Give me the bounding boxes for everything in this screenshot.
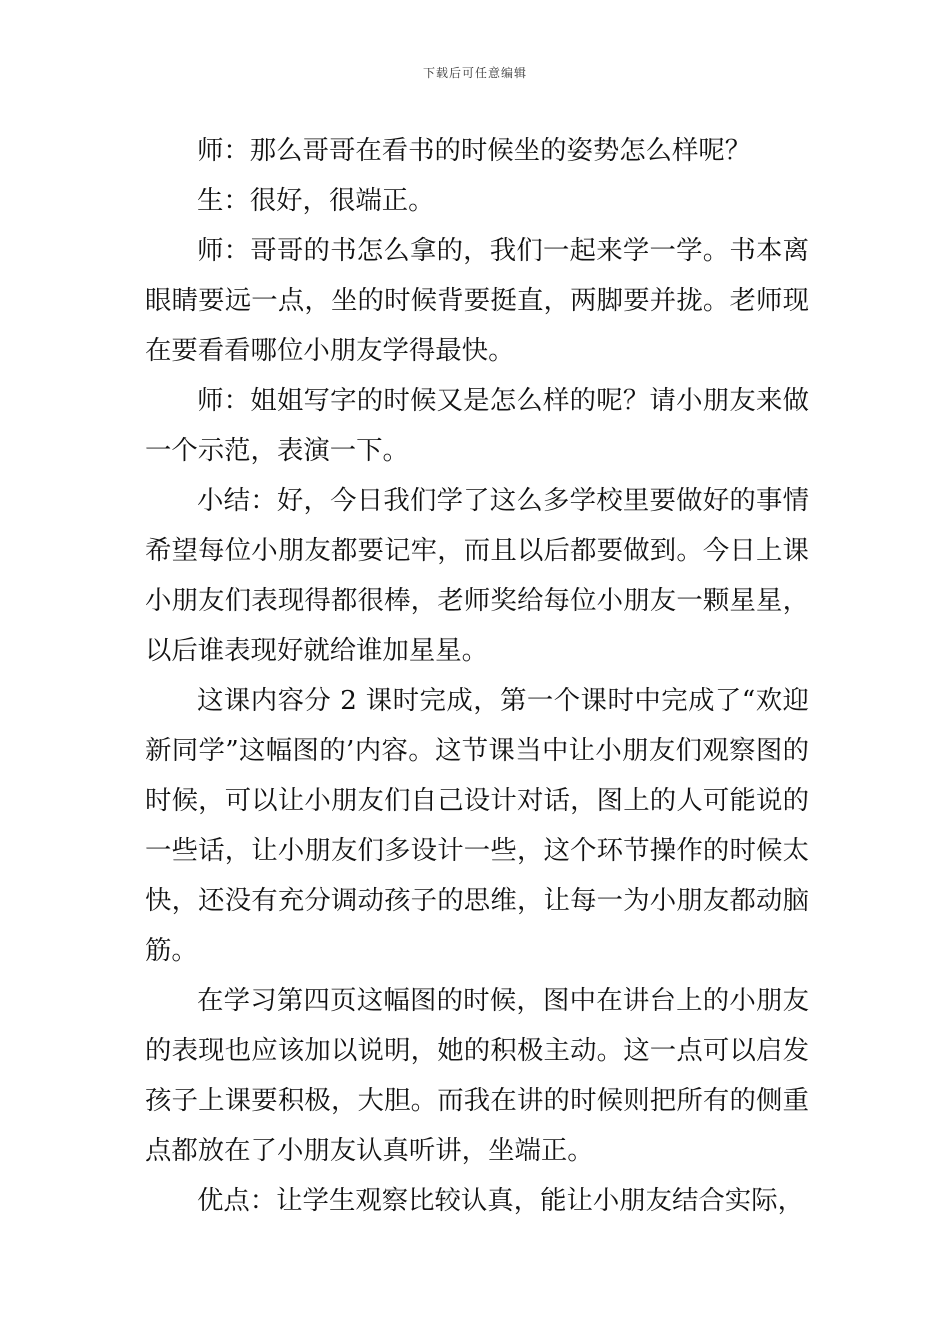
paragraph-1: 师：那么哥哥在看书的时候坐的姿势怎么样呢？ [197, 135, 752, 166]
paragraph-7: 在学习第四页这幅图的时候，图中在讲台上的小朋友的表现也应该加以说明，她的积极主动。这一点可以启发孩子上课要积极，大胆。而我在讲的时候则把所有的侧重点都放在了小朋友认真听讲，坐端正。 [145, 985, 809, 1166]
paragraph-5: 小结：好，今日我们学了这么多学校里要做好的事情希望每位小朋友都要记牢，而且以后都要做到。今日上课小朋友们表现得都很棒，老师奖给每位小朋友一颗星星，以后谁表现好就给谁加星星。 [145, 485, 809, 666]
body-text [145, 126, 809, 1226]
paragraph-6: 这课内容分 2 课时完成，第一个课时中完成了“欢迎新同学”这幅图的’内容。这节课当中让小朋友们观察图的时候，可以让小朋友们自己设计对话，图上的人可能说的一些话，让小朋友们多设计一些，这个环节操作的时候太快，还没有充分调动孩子的思维，让每一为小朋友都动脑筋。 [145, 685, 809, 966]
paragraph-8: 优点：让学生观察比较认真，能让小朋友结合实际， [197, 1185, 804, 1216]
paragraph-3: 师：哥哥的书怎么拿的，我们一起来学一学。书本离眼睛要远一点，坐的时候背要挺直，两脚要并拢。老师现在要看看哪位小朋友学得最快。 [145, 235, 809, 366]
paragraph-4: 师：姐姐写字的时候又是怎么样的呢？请小朋友来做一个示范，表演一下。 [145, 385, 809, 466]
paragraph-2: 生：很好，很端正。 [197, 185, 435, 216]
page-header: 下载后可任意编辑 [422, 66, 527, 80]
